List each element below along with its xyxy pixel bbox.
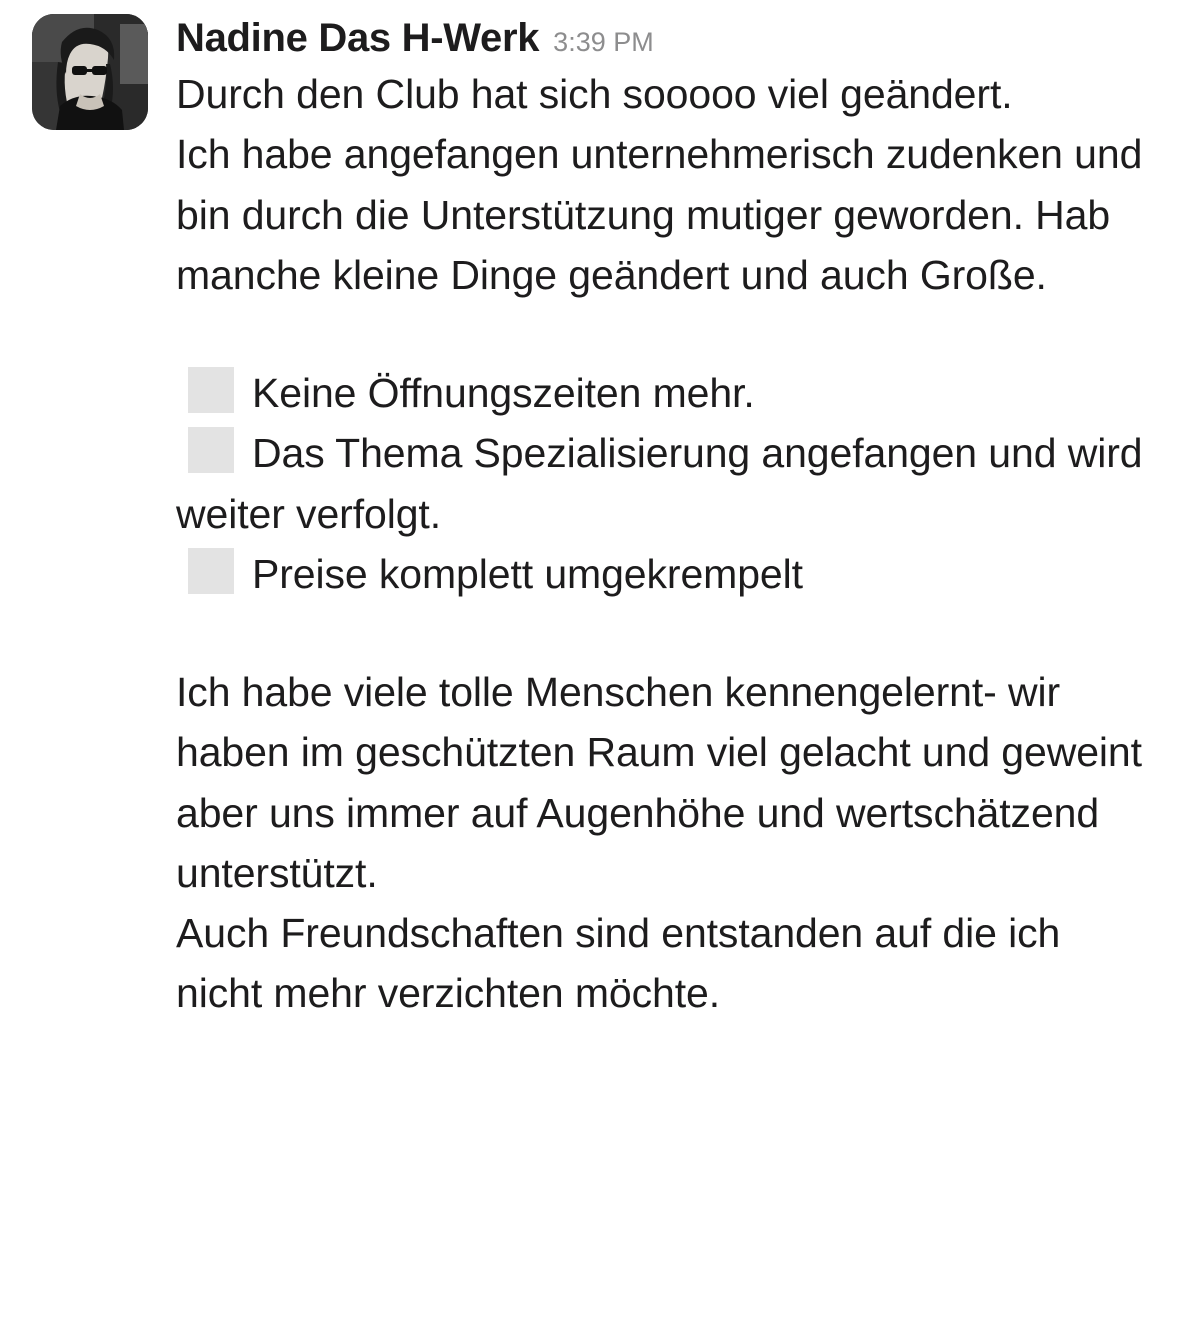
paragraph-3: Ich habe viele tolle Menschen kennengelernt- wir haben im geschützten Raum viel gelacht und geweint aber uns immer auf Augenhöhe und wertschätzend unterstützt.: [176, 669, 1142, 896]
list-item-label: Preise komplett umgekrempelt: [252, 550, 803, 597]
paragraph-1: Durch den Club hat sich sooooo viel geändert.: [176, 71, 1013, 117]
emoji-placeholder-icon: [188, 367, 234, 413]
emoji-placeholder-icon: [188, 548, 234, 594]
list-item-label: Das Thema Spezialisierung angefangen und wird weiter verfolgt.: [176, 430, 1143, 537]
paragraph-4: Auch Freundschaften sind entstanden auf die ich nicht mehr verzichten möchte.: [176, 910, 1061, 1017]
emoji-placeholder-icon: [188, 427, 234, 473]
bullet-list: [176, 363, 1155, 604]
list-item: [176, 544, 1155, 604]
list-item: [176, 363, 1155, 423]
avatar[interactable]: [32, 14, 148, 130]
message-body: [176, 14, 1155, 1024]
spacer: [176, 305, 1155, 363]
message-text: [176, 64, 1155, 1024]
list-item: [176, 423, 1155, 544]
paragraph-2: Ich habe angefangen unternehmerisch zudenken und bin durch die Unterstützung mutiger geworden. Hab manche kleine Dinge geändert und auch Große.: [176, 131, 1143, 298]
message-timestamp[interactable]: 3:39 PM: [553, 27, 654, 57]
message-header: [176, 14, 1155, 62]
spacer: [176, 604, 1155, 662]
message-author[interactable]: Nadine Das H-Werk: [176, 16, 540, 60]
list-item-label: Keine Öffnungszeiten mehr.: [252, 370, 755, 417]
